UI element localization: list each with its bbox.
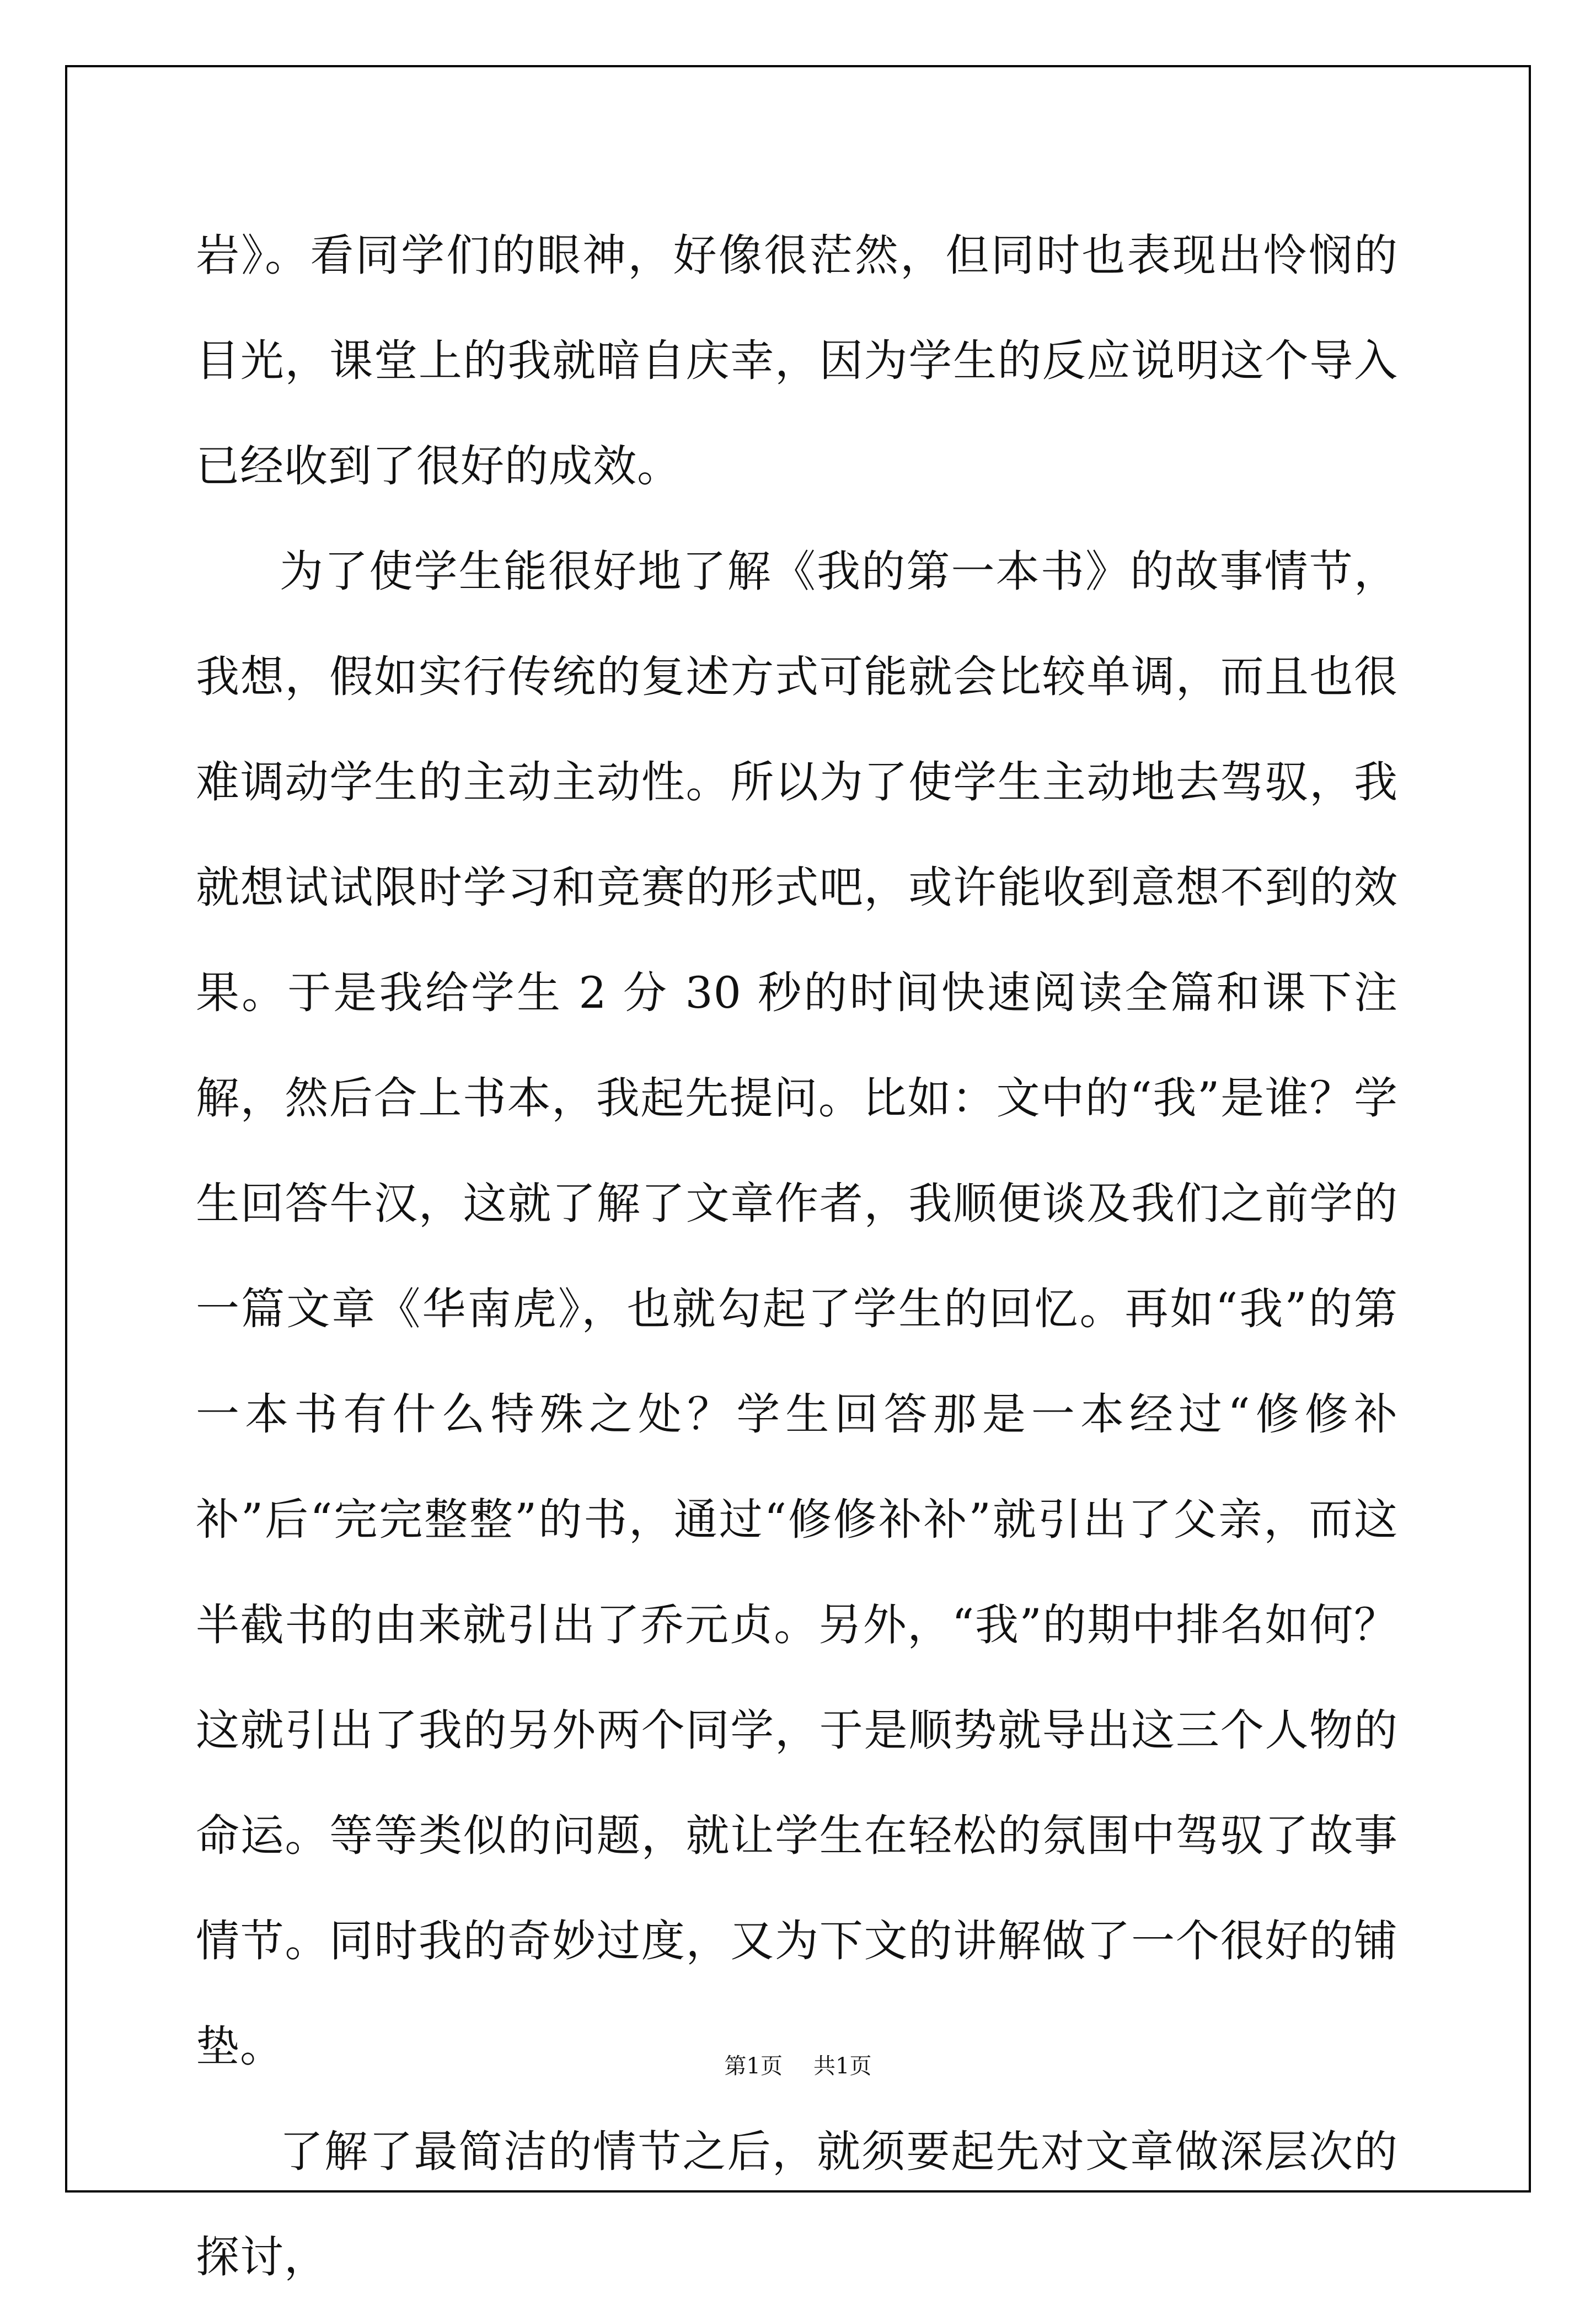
page-total: 共1页 xyxy=(813,2054,872,2079)
document-body xyxy=(196,203,1398,2310)
page-number: 第1页 xyxy=(724,2054,783,2079)
paragraph-1: 岩》。看同学们的眼神，好像很茫然，但同时也表现出怜悯的目光，课堂上的我就暗自庆幸，因为学生的反应说明这个导入已经收到了很好的成效。 xyxy=(196,230,1398,491)
paragraph-2: 为了使学生能很好地了解《我的第一本书》的故事情节，我想，假如实行传统的复述方式可能就会比较单调，而且也很难调动学生的主动主动性。所以为了使学生主动地去驾驭，我就想试试限时学习和竞赛的形式吧，或许能收到意想不到的效果。于是我给学生 2 分 30 秒的时间快速阅读全篇和课下注解，然后合上书本，我起先提问。比如：文中的“我”是谁？学生回答牛汉，这就了解了文章作者，我顺便谈及我们之前学的一篇文章《华南虎》，也就勾起了学生的回忆。再如“我”的第一本书有什么特殊之处？学生回答那是一本经过“修修补补”后“完完整整”的书，通过“修修补补”就引出了父亲，而这半截书的由来就引出了乔元贞。另外，“我”的期中排名如何？这就引出了我的另外两个同学，于是顺势就导出这三个人物的命运。等等类似的问题，就让学生在轻松的氛围中驾驭了故事情节。同时我的奇妙过度，又为下文的讲解做了一个很好的铺垫。 xyxy=(196,546,1398,2072)
page-footer xyxy=(0,2053,1596,2079)
paragraph-3: 了解了最简洁的情节之后，就须要起先对文章做深层次的探讨， xyxy=(196,2126,1398,2282)
